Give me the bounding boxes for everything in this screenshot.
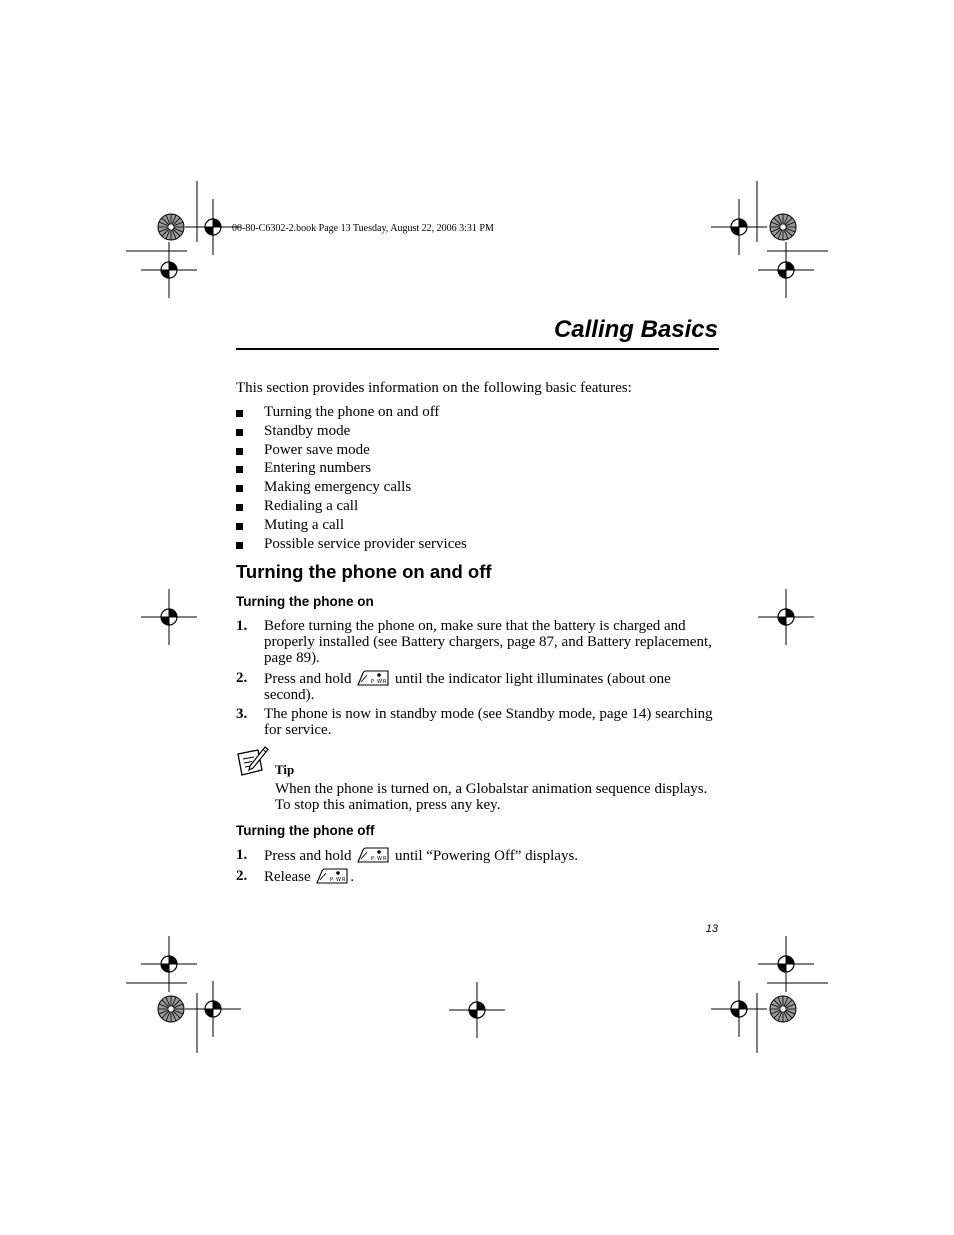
tip-label: Tip: [275, 762, 295, 777]
svg-text:W: W: [377, 856, 383, 862]
bullet-square-icon: [236, 466, 243, 473]
registration-mark: [758, 936, 814, 992]
registration-mark: [711, 981, 767, 1037]
registration-mark: [185, 981, 241, 1037]
step-number: 2.: [236, 868, 248, 884]
bullet-square-icon: [236, 485, 243, 492]
registration-mark: [449, 982, 505, 1038]
registration-mark: [711, 199, 767, 255]
star-target-mark: [770, 214, 796, 240]
star-target-mark: [158, 996, 184, 1022]
bullet-square-icon: [236, 448, 243, 455]
step-number: 1.: [236, 618, 248, 634]
svg-text:R: R: [383, 856, 387, 862]
star-target-mark: [158, 214, 184, 240]
bullet-square-icon: [236, 523, 243, 530]
registration-mark: [141, 936, 197, 992]
power-end-key-icon: [357, 847, 389, 863]
print-file-info: 00-80-C6302-2.book Page 13 Tuesday, August 22, 2006 3:31 PM: [232, 223, 494, 234]
svg-text:R: R: [342, 877, 346, 883]
registration-mark: [758, 242, 814, 298]
registration-mark: [141, 589, 197, 645]
step-text: Press and hold: [264, 848, 352, 864]
chapter-title-rule: [236, 348, 719, 350]
section-heading: Turning the phone on and off: [236, 561, 492, 582]
step-item: 1. Press and hold P W R until “Powering Off” displays.: [236, 847, 579, 864]
svg-text:P: P: [371, 679, 375, 685]
bullet-square-icon: [236, 429, 243, 436]
svg-text:P: P: [330, 877, 334, 883]
step-text: Press and hold: [264, 671, 352, 687]
power-end-key-icon: [316, 868, 348, 884]
power-end-key-icon: [357, 670, 389, 686]
chapter-title: Calling Basics: [553, 316, 718, 343]
step-text: Release: [264, 869, 311, 885]
note-pencil-icon: [236, 744, 270, 778]
star-target-mark: [770, 996, 796, 1022]
subsection-heading-off: Turning the phone off: [236, 823, 375, 838]
step-item: 2. Press and hold P W R until the indicator light illuminates (about one second).: [236, 670, 671, 703]
bullet-square-icon: [236, 542, 243, 549]
step-number: 1.: [236, 847, 248, 863]
step-number: 2.: [236, 670, 248, 686]
subsection-heading-on: Turning the phone on: [236, 594, 374, 609]
intro-text: This section provides information on the following basic features:: [236, 380, 632, 396]
registration-mark: [758, 589, 814, 645]
step-number: 3.: [236, 706, 248, 722]
step-item: [236, 706, 719, 738]
svg-text:W: W: [377, 679, 383, 685]
svg-text:W: W: [336, 877, 342, 883]
registration-mark: [141, 242, 197, 298]
step-text: Before turning the phone on, make sure that the battery is charged and properly installed (see Battery chargers, page 87, and Battery replacement, page 89).: [264, 618, 712, 666]
svg-text:P: P: [371, 856, 375, 862]
tip-text: When the phone is turned on, a Globalstar animation sequence displays. To stop this animation, press any key.: [275, 781, 708, 813]
bullet-square-icon: [236, 504, 243, 511]
step-item: 2. Release P W R .: [236, 868, 355, 885]
step-item: [236, 618, 719, 666]
svg-text:R: R: [383, 679, 387, 685]
bullet-square-icon: [236, 410, 243, 417]
step-text: The phone is now in standby mode (see Standby mode, page 14) searching for service.: [264, 706, 713, 738]
page-number: 13: [705, 923, 718, 935]
